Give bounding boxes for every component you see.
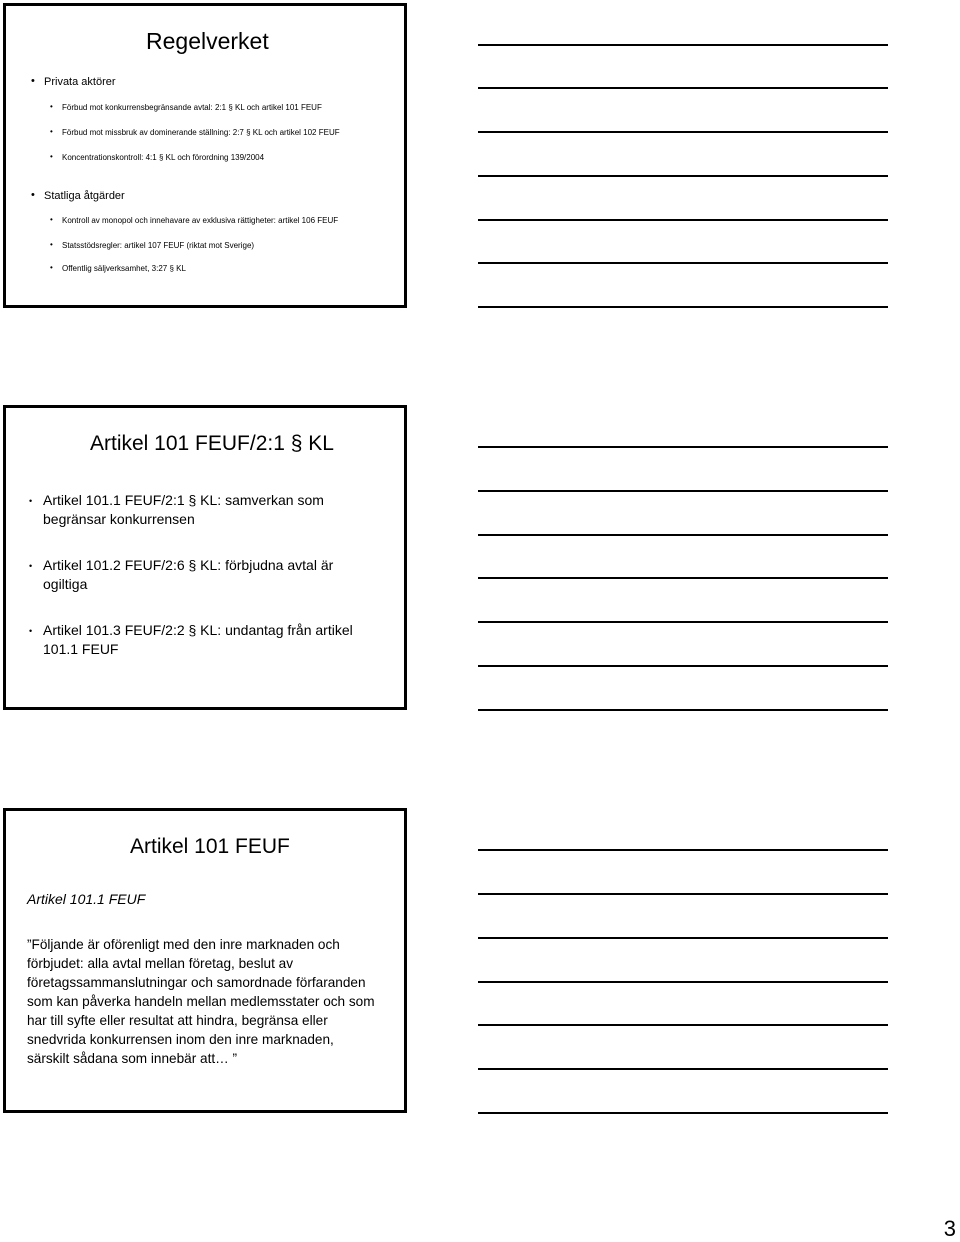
note-line [478,175,888,177]
note-line [478,131,888,133]
note-line [478,665,888,667]
note-line [478,621,888,623]
slide-3 [3,808,407,1113]
note-line [478,87,888,89]
bullet-level1: • Privata aktörer [44,76,116,88]
note-line [478,219,888,221]
bullet-item: • Artikel 101.1 FEUF/2:1 § KL: samverkan som begränsar konkurrensen [43,491,363,529]
note-line [478,534,888,536]
note-line [478,446,888,448]
note-line [478,849,888,851]
note-line [478,1024,888,1026]
note-line [478,44,888,46]
bullet-level2: • Förbud mot konkurrensbegränsande avtal: 2:1 § KL och artikel 101 FEUF [62,103,322,112]
note-line [478,981,888,983]
slide-1 [3,3,407,308]
bullet-level2: • Koncentrationskontroll: 4:1 § KL och förordning 139/2004 [62,153,264,162]
slide-title: Artikel 101 FEUF/2:1 § KL [90,432,334,455]
note-line [478,306,888,308]
note-line [478,1112,888,1114]
slide-2 [3,405,407,710]
quote-text: ”Följande är oförenligt med den inre marknaden och förbjudet: alla avtal mellan företag, beslut av företagssammanslutningar och samordnade förfaranden som kan påverka handeln mellan medlemsstater och som har till syfte eller resultat att hindra, begränsa eller snedvrida konkurrensen inom den inre marknaden, särskilt sådana som innebär att… ” [27,937,375,1066]
note-line [478,893,888,895]
page-number: 3 [943,1216,956,1241]
bullet-level1: • Statliga åtgärder [44,190,125,202]
bullet-item: • Artikel 101.2 FEUF/2:6 § KL: förbjudna avtal är ogiltiga [43,556,363,594]
note-line [478,490,888,492]
bullet-level2: • Statsstödsregler: artikel 107 FEUF (riktat mot Sverige) [62,241,254,250]
note-line [478,1068,888,1070]
slide-title: Regelverket [146,28,269,54]
note-line [478,709,888,711]
bullet-level2: • Offentlig säljverksamhet, 3:27 § KL [62,264,186,273]
note-line [478,577,888,579]
slide-title: Artikel 101 FEUF [130,835,290,858]
slide-subtitle: Artikel 101.1 FEUF [27,891,146,907]
bullet-level2: • Kontroll av monopol och innehavare av exklusiva rättigheter: artikel 106 FEUF [62,216,338,225]
note-line [478,262,888,264]
bullet-item: • Artikel 101.3 FEUF/2:2 § KL: undantag från artikel 101.1 FEUF [43,621,363,659]
note-line [478,937,888,939]
bullet-level2: • Förbud mot missbruk av dominerande ställning: 2:7 § KL och artikel 102 FEUF [62,128,340,137]
